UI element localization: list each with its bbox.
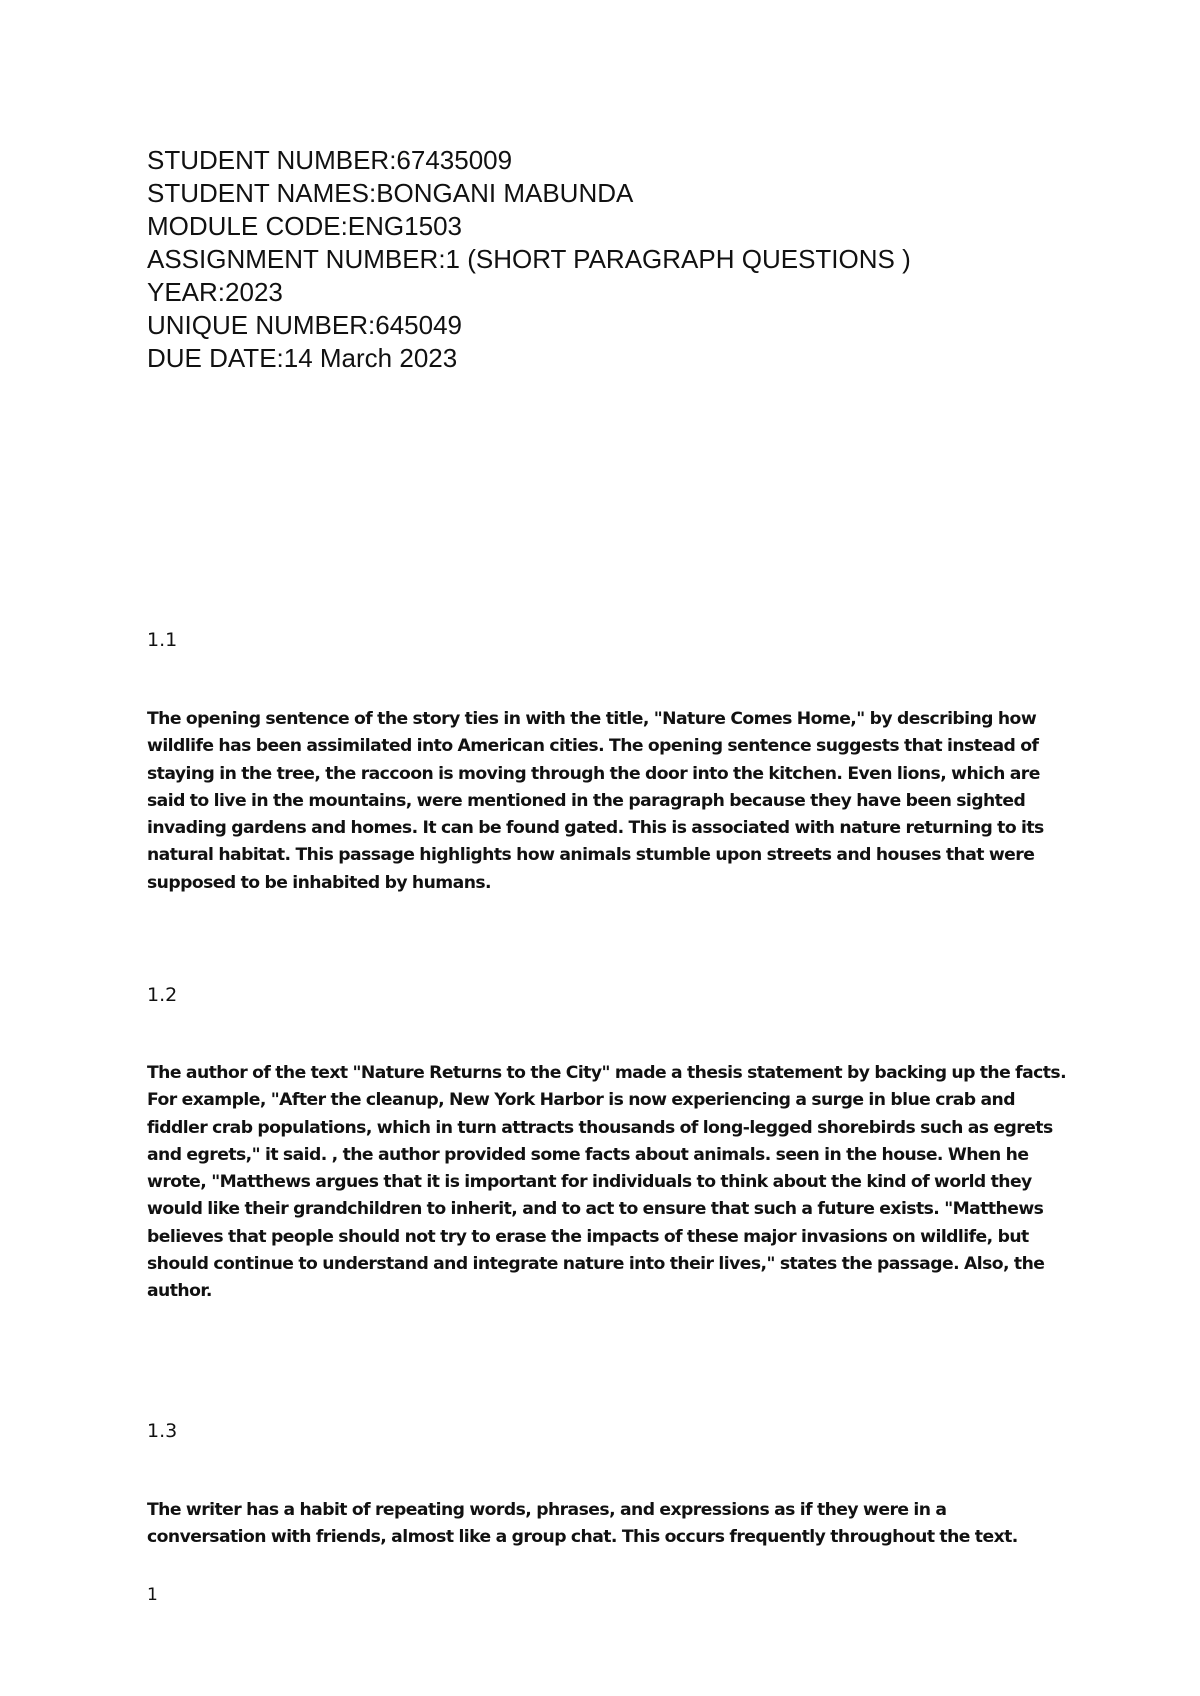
section-number-1-3: 1.3 xyxy=(147,1420,178,1442)
section-number-1-1: 1.1 xyxy=(147,629,178,651)
page-number: 1 xyxy=(147,1585,158,1605)
student-info-header xyxy=(147,144,1047,375)
student-names-line: STUDENT NAMES:BONGANI MABUNDA xyxy=(147,178,634,208)
section-paragraph-1-1: The opening sentence of the story ties in with the title, "Nature Comes Home," by describing how wildlife has been assimilated into American cities. The opening sentence suggests that instead of staying in the tree, the raccoon is moving through the door into the kitchen. Even lions, which are said to live in the mountains, were mentioned in the paragraph because they have been sighted invading gardens and homes. It can be found gated. This is associated with nature returning to its natural habitat. This passage highlights how animals stumble upon streets and houses that were supposed to be inhabited by humans. xyxy=(147,709,1044,893)
section-paragraph-1-2: The author of the text "Nature Returns to the City" made a thesis statement by backing up the facts. For example, "After the cleanup, New York Harbor is now experiencing a surge in blue crab and fiddler crab populations, which in turn attracts thousands of long-legged shorebirds such as egrets and egrets," it said. , the author provided some facts about animals. seen in the house. When he wrote, "Matthews argues that it is important for individuals to think about the kind of world they would like their grandchildren to inherit, and to act to ensure that such a future exists. "Matthews believes that people should not try to erase the impacts of these major invasions on wildlife, but should continue to understand and integrate nature into their lives," states the passage. Also, the author. xyxy=(147,1063,1067,1302)
year-line: YEAR:2023 xyxy=(147,277,283,307)
due-date-line: DUE DATE:14 March 2023 xyxy=(147,343,458,373)
assignment-number-line: ASSIGNMENT NUMBER:1 (SHORT PARAGRAPH QUESTIONS ) xyxy=(147,244,911,274)
student-number-line: STUDENT NUMBER:67435009 xyxy=(147,145,513,175)
section-paragraph-1-3: The writer has a habit of repeating words, phrases, and expressions as if they were in a conversation with friends, almost like a group chat. This occurs frequently throughout the text. xyxy=(147,1500,1018,1548)
unique-number-line: UNIQUE NUMBER:645049 xyxy=(147,310,462,340)
module-code-line: MODULE CODE:ENG1503 xyxy=(147,211,462,241)
section-number-1-2: 1.2 xyxy=(147,984,178,1006)
